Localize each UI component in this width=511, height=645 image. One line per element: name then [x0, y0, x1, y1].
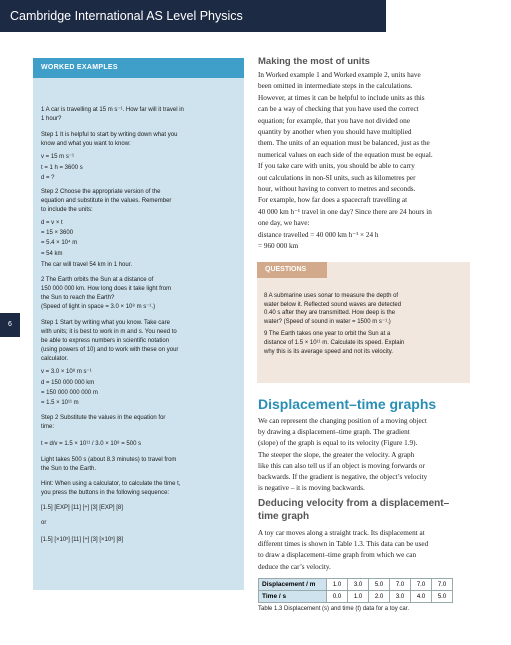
worked-example-line: = 5.4 × 10⁴ m — [41, 240, 78, 246]
table-cell: 5.0 — [432, 591, 453, 603]
deducing-velocity-line: A toy car moves along a straight track. Its displacement at — [258, 529, 425, 537]
worked-example-line: equation and substitute in the values. Remember — [41, 198, 172, 204]
units-paragraph-line: can be a way of checking that you have used the correct — [258, 105, 419, 114]
worked-example-line: Step 2 Substitute the values in the equation for — [41, 415, 166, 421]
worked-example-line: the Sun to the Earth. — [41, 466, 97, 472]
question-line: why this is its average speed and not its velocity. — [264, 348, 393, 355]
units-paragraph-line: However, at times it can be helpful to include units as this — [258, 93, 425, 102]
worked-example-line: Light takes 500 s (about 8.3 minutes) to travel from — [41, 457, 177, 463]
worked-example-line: = 54 km — [41, 251, 63, 257]
worked-example-line: time: — [41, 424, 55, 430]
questions-box — [257, 262, 470, 383]
worked-example-line: (Speed of light in space = 3.0 × 10⁸ m s⁻¹.) — [41, 304, 156, 310]
units-paragraph-line: In Worked example 1 and Worked example 2, units have — [258, 71, 421, 79]
displacement-time-line: backwards. If the gradient is negative, the object’s velocity — [258, 473, 428, 481]
table-row-label: Displacement / m — [259, 579, 327, 591]
units-paragraph-line: equation; for example, that you have not divided one — [258, 116, 410, 125]
worked-example-line: = 1.5 × 10¹¹ m — [41, 400, 79, 406]
table-row-label: Time / s — [259, 591, 327, 603]
units-paragraph-line: If you take care with units, you should be able to carry — [258, 162, 415, 171]
units-paragraph-line: For example, how far does a spacecraft travelling at — [258, 196, 408, 205]
worked-example-line: [1.5] [EXP] [11] [÷] [3] [EXP] [8] — [41, 505, 123, 511]
units-heading: Making the most of units — [258, 56, 370, 67]
displacement-time-heading: Displacement–time graphs — [258, 396, 437, 412]
questions-title: QUESTIONS — [257, 262, 327, 278]
page-number: 6 — [0, 313, 20, 337]
worked-example-line: to include the units: — [41, 207, 93, 213]
worked-example-line: d = v × t — [41, 220, 63, 226]
worked-example-line: Step 1 Start by writing what you know. Take care — [41, 320, 170, 326]
units-paragraph-line: distance travelled = 40 000 km h⁻¹ × 24 h — [258, 230, 379, 239]
table-cell: 4.0 — [411, 591, 432, 603]
units-paragraph-line: out calculations in non-SI units, such as kilometres per — [258, 173, 416, 182]
worked-example-line: = 150 000 000 000 m — [41, 390, 98, 396]
worked-example-line: (using powers of 10) and to work with these on your — [41, 347, 179, 353]
table-row — [259, 591, 453, 603]
worked-example-line: 1 hour? — [41, 116, 62, 122]
worked-example-line: 1 A car is travelling at 15 m s⁻¹. How far will it travel in — [41, 107, 184, 113]
worked-example-line: 150 000 000 km. How long does it take light from — [41, 286, 172, 292]
displacement-time-line: like this can also tell us if an object is moving forwards or — [258, 461, 425, 470]
worked-example-line: with units; it is best to work in m and s. You need to — [41, 329, 177, 335]
worked-example-line: d = ? — [41, 175, 55, 181]
question-line: distance of 1.5 × 10¹¹ m. Calculate its speed. Explain — [264, 340, 405, 346]
deducing-velocity-line: to draw a displacement–time graph from which we can — [258, 551, 417, 560]
table-cell: 7.0 — [432, 579, 453, 591]
worked-example-line: be able to express numbers in scientific notation — [41, 338, 170, 344]
worked-example-line: Step 1 It is helpful to start by writing down what you — [41, 132, 178, 138]
worked-example-line: = 15 × 3600 — [41, 230, 74, 236]
worked-example-line: the Sun to reach the Earth? — [41, 295, 115, 301]
table-cell: 7.0 — [390, 579, 411, 591]
units-paragraph-line: been omitted in intermediate steps in the calculations. — [258, 82, 413, 91]
units-paragraph-line: 40 000 km h⁻¹ travel in one day? Since there are 24 hours in — [258, 207, 432, 216]
worked-example-line: d = 150 000 000 km — [41, 380, 95, 386]
table-cell: 5.0 — [369, 579, 390, 591]
running-header: Cambridge International AS Level Physics — [0, 0, 386, 32]
deducing-velocity-heading-line1: Deducing velocity from a displacement– — [258, 498, 450, 509]
table-cell: 3.0 — [390, 591, 411, 603]
table-cell: 1.0 — [327, 579, 348, 591]
worked-example-line: Step 2 Choose the appropriate version of the — [41, 189, 161, 195]
table-cell: 1.0 — [348, 591, 369, 603]
displacement-time-line: (slope) of the graph is equal to its velocity (Figure 1.9). — [258, 439, 418, 448]
worked-example-line: v = 15 m s⁻¹ — [41, 154, 75, 160]
question-line: 9 The Earth takes one year to orbit the Sun at a — [264, 331, 391, 338]
units-paragraph-line: them. The units of an equation must be balanced, just as the — [258, 139, 430, 148]
worked-example-line: t = d/v = 1.5 × 10¹¹ / 3.0 × 10⁸ = 500 s — [41, 441, 142, 447]
table-caption: Table 1.3 Displacement (s) and time (t) data for a toy car. — [258, 606, 410, 612]
worked-example-line: know and what you want to know: — [41, 141, 131, 147]
worked-example-line: Hint: When using a calculator, to calculate the time t, — [41, 481, 181, 487]
data-table — [258, 578, 453, 603]
worked-example-line: t = 1 h = 3600 s — [41, 165, 83, 171]
worked-example-line: The car will travel 54 km in 1 hour. — [41, 262, 133, 268]
question-line: 8 A submarine uses sonar to measure the depth of — [264, 293, 399, 299]
worked-example-line: v = 3.0 × 10⁸ m s⁻¹ — [41, 369, 92, 375]
units-paragraph-line: hour, without having to convert to metres and seconds. — [258, 185, 416, 193]
worked-example-line: [1.5] [×10ˣ] [11] [÷] [3] [×10ˣ] [8] — [41, 537, 124, 543]
worked-examples-title: WORKED EXAMPLES — [33, 58, 244, 78]
displacement-time-line: We can represent the changing position of a moving object — [258, 417, 427, 425]
deducing-velocity-line: different times is shown in Table 1.3. This data can be used — [258, 540, 429, 549]
worked-example-line: or — [41, 520, 47, 526]
deducing-velocity-heading-line2: time graph — [258, 511, 310, 522]
table-row — [259, 579, 453, 591]
units-paragraph-line: numerical values on each side of the equation must be equal. — [258, 150, 433, 159]
deducing-velocity-line: deduce the car’s velocity. — [258, 562, 331, 571]
table-cell: 3.0 — [348, 579, 369, 591]
displacement-time-line: by drawing a displacement–time graph. The gradient — [258, 428, 410, 437]
units-paragraph-line: quantity by another when you should have multiplied — [258, 128, 412, 136]
worked-example-line: you press the buttons in the following sequence: — [41, 490, 170, 496]
worked-example-line: 2 The Earth orbits the Sun at a distance of — [41, 277, 154, 283]
question-line: 0.40 s after they are transmitted. How deep is the — [264, 310, 396, 317]
worked-examples-box — [33, 58, 244, 590]
worked-example-line: calculator. — [41, 356, 69, 362]
displacement-time-line: is negative – it is moving backwards. — [258, 484, 365, 493]
table-cell: 2.0 — [369, 591, 390, 603]
question-line: water? (Speed of sound in water = 1500 m s⁻¹.) — [264, 318, 391, 325]
units-paragraph-line: = 960 000 km — [258, 242, 299, 250]
question-line: water below it. Reflected sound waves are detected — [264, 301, 402, 308]
table-cell: 0.0 — [327, 591, 348, 603]
units-paragraph-line: one day, we have: — [258, 219, 310, 228]
table-cell: 7.0 — [411, 579, 432, 591]
displacement-time-line: The steeper the slope, the greater the velocity. A graph — [258, 450, 415, 459]
